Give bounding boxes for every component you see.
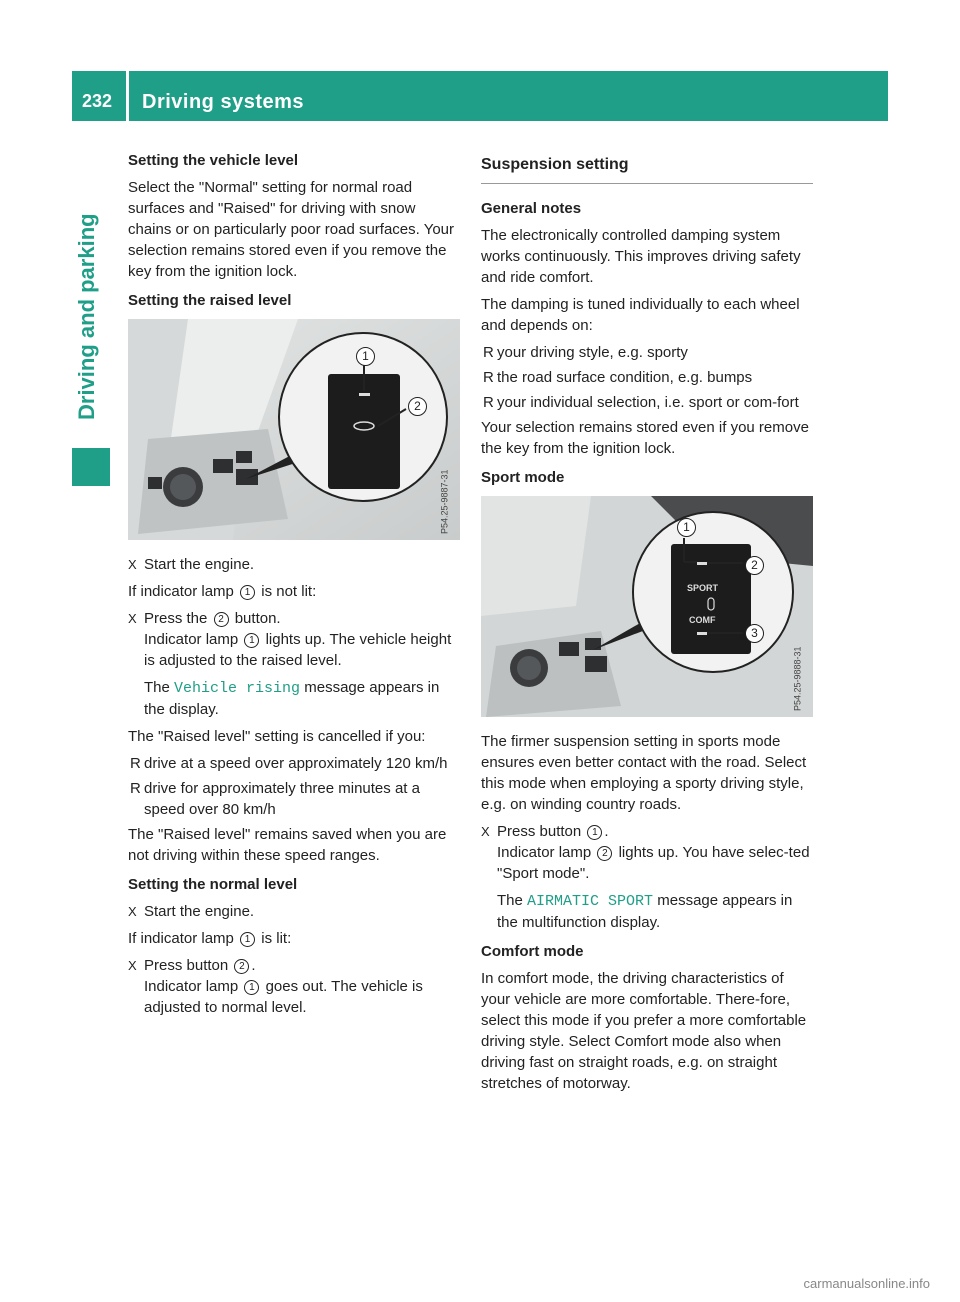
step-arrow-icon: X xyxy=(128,557,137,572)
bullet-icon: R xyxy=(130,780,141,797)
heading-vehicle-level: Setting the vehicle level xyxy=(128,152,299,169)
list-item: R the road surface condition, e.g. bumps xyxy=(483,369,753,386)
comfort-paragraph: In comfort mode, the driving characteristics of your vehicle are more comfortable. There-fore, select this mode if you prefer a more comfortable driving style. Select Comfort mode also when driving fast on straight roads, e.g. on straight stretches of motorway. xyxy=(481,970,807,1092)
figure-comf-label: COMF xyxy=(689,615,716,625)
center-console-illustration xyxy=(128,319,460,540)
step-start-engine: X Start the engine. xyxy=(128,556,255,573)
list-item: R your individual selection, i.e. sport or com-fort xyxy=(483,394,799,411)
heading-raised-level: Setting the raised level xyxy=(128,292,292,309)
figure-callout-1: 1 xyxy=(677,518,696,537)
step-press-button-2: X Press button 2 . Indicator lamp 1 goes out. The vehicle is adjusted to normal level. xyxy=(128,957,423,1016)
figure-code: P54.25-9887-31 xyxy=(440,469,450,534)
callout-2: 2 xyxy=(597,846,612,861)
general-paragraph-2: The damping is tuned individually to each wheel and depends on: xyxy=(481,296,800,334)
step-arrow-icon: X xyxy=(128,611,137,626)
general-paragraph-1: The electronically controlled damping system works continuously. This improves driving safety and ride comfort. xyxy=(481,227,801,286)
display-message-line: The Vehicle rising message appears in the display. xyxy=(144,679,440,718)
heading-suspension-setting: Suspension setting xyxy=(481,150,813,184)
if-lit: If indicator lamp 1 is lit: xyxy=(128,930,292,947)
callout-1: 1 xyxy=(587,825,602,840)
callout-1: 1 xyxy=(244,980,259,995)
watermark: carmanualsonline.info xyxy=(803,1276,930,1291)
saved-note: The "Raised level" remains saved when you are not driving within these speed ranges. xyxy=(128,826,447,864)
bullet-icon: R xyxy=(483,394,494,411)
figure-callout-3: 3 xyxy=(745,624,764,643)
page-header xyxy=(72,71,888,121)
list-item: R your driving style, e.g. sporty xyxy=(483,344,688,361)
step-arrow-icon: X xyxy=(481,824,490,839)
figure-code: P54.25-9888-31 xyxy=(793,646,803,711)
display-message-line: The AIRMATIC SPORT message appears in the multifunction display. xyxy=(497,892,793,931)
heading-comfort-mode: Comfort mode xyxy=(481,943,584,960)
heading-normal-level: Setting the normal level xyxy=(128,876,298,893)
figure-callout-1: 1 xyxy=(356,347,375,366)
step-arrow-icon: X xyxy=(128,904,137,919)
callout-1: 1 xyxy=(240,585,255,600)
step-start-engine-2: X Start the engine. xyxy=(128,903,255,920)
callout-1: 1 xyxy=(244,633,259,648)
heading-sport-mode: Sport mode xyxy=(481,469,565,486)
bullet-icon: R xyxy=(483,369,494,386)
callout-2: 2 xyxy=(214,612,229,627)
intro-paragraph: Select the "Normal" setting for normal road surfaces and "Raised" for driving with snow chains or on particularly poor road surfaces. Your selection remains stored even if you remove the key from the ignition lock. xyxy=(128,179,455,280)
bullet-icon: R xyxy=(483,344,494,361)
display-message: Vehicle rising xyxy=(174,680,301,697)
page-number: 232 xyxy=(82,91,113,111)
figure-callout-2: 2 xyxy=(408,397,427,416)
figure-callout-2: 2 xyxy=(745,556,764,575)
step-arrow-icon: X xyxy=(128,958,137,973)
step-press-sport: X Press button 1 . Indicator lamp 2 lights up. You have selec-ted "Sport mode". The AIRMATIC SPORT message appears in the multifunction display. xyxy=(481,821,813,933)
heading-general-notes: General notes xyxy=(481,200,582,217)
list-item: R drive for approximately three minutes at a speed over 80 km/h xyxy=(130,780,420,818)
figure-sport-mode xyxy=(481,496,813,717)
side-tab-label: Driving and parking xyxy=(74,213,99,420)
chapter-title: Driving systems xyxy=(142,91,305,113)
figure-sport-label: SPORT xyxy=(687,583,719,593)
callout-1: 1 xyxy=(240,932,255,947)
left-column xyxy=(128,150,460,1024)
right-column xyxy=(481,150,813,1100)
callout-2: 2 xyxy=(234,959,249,974)
stored-note: Your selection remains stored even if you remove the key from the ignition lock. xyxy=(481,419,809,457)
step-press-button: X Press the 2 button. Indicator lamp 1 lights up. The vehicle height is adjusted to the raised level. The Vehicle rising message appears in the display. xyxy=(128,608,460,720)
list-item: R drive at a speed over approximately 120 km/h xyxy=(130,755,448,772)
sport-paragraph: The firmer suspension setting in sports mode ensures even better contact with the road. Select this mode when employing a sporty driving style, e.g. on winding country roads. xyxy=(481,733,807,813)
sport-switch-illustration xyxy=(481,496,813,717)
cancel-intro: The "Raised level" setting is cancelled if you: xyxy=(128,728,426,745)
figure-raised-level xyxy=(128,319,460,540)
display-message: AIRMATIC SPORT xyxy=(527,893,654,910)
header-divider xyxy=(126,71,129,121)
if-not-lit: If indicator lamp 1 is not lit: xyxy=(128,583,317,600)
bullet-icon: R xyxy=(130,755,141,772)
side-tab-marker xyxy=(72,448,110,486)
